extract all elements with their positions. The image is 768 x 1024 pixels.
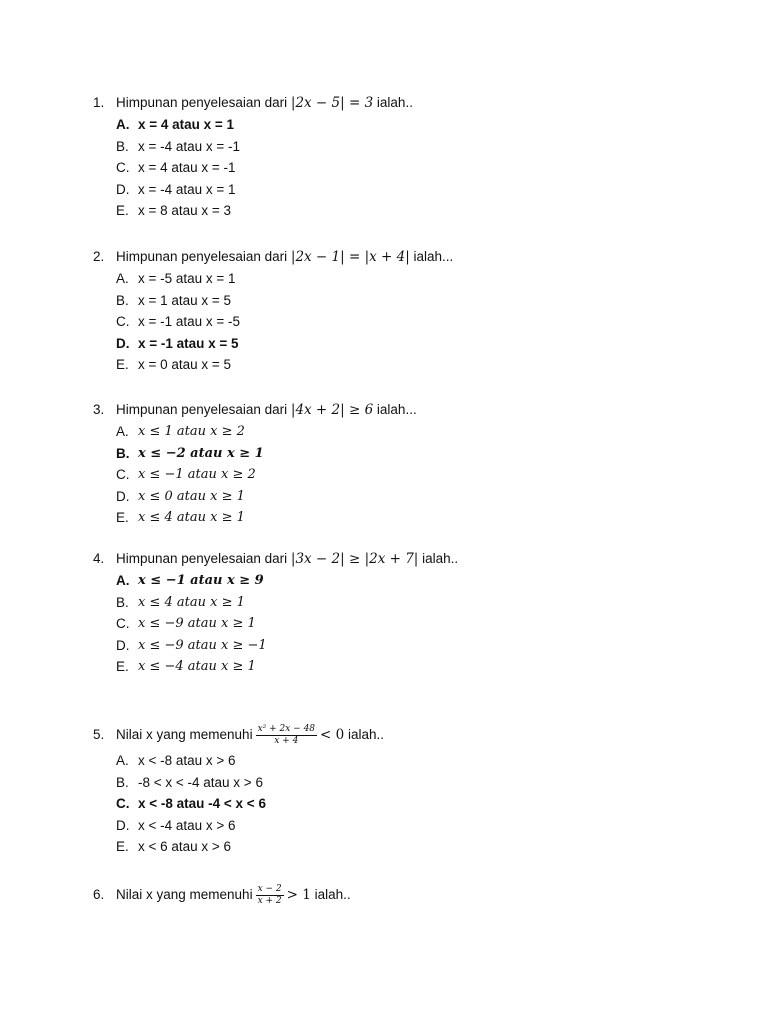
question-text xyxy=(116,92,413,114)
option-text: x = -1 atau x = 5 xyxy=(138,335,239,351)
question-number: 3. xyxy=(93,402,105,417)
option-d[interactable] xyxy=(93,179,713,201)
question-math: |3x − 2| ≥ |2x + 7| xyxy=(290,551,419,567)
option-text: x = 0 atau x = 5 xyxy=(138,357,232,372)
option-letter: B. xyxy=(116,138,129,154)
question-text xyxy=(116,880,351,910)
option-d[interactable] xyxy=(93,815,713,837)
option-b[interactable] xyxy=(93,290,713,312)
option-c[interactable] xyxy=(93,613,713,635)
answer-options xyxy=(93,750,713,858)
option-letter: A. xyxy=(116,753,129,768)
question-1 xyxy=(93,92,713,222)
option-text: x ≤ 4 atau x ≥ 1 xyxy=(138,594,245,610)
option-letter: D. xyxy=(116,181,130,197)
question-6-stem xyxy=(93,880,713,910)
option-letter: B. xyxy=(116,445,130,461)
question-suffix: ialah.. xyxy=(314,887,351,902)
answer-options xyxy=(93,114,713,222)
question-math: |4x + 2| ≥ 6 xyxy=(290,402,374,418)
question-number: 6. xyxy=(93,887,105,902)
question-prefix: Himpunan penyelesaian dari xyxy=(116,551,288,566)
option-e[interactable] xyxy=(93,200,713,222)
option-text: x ≤ −9 atau x ≥ 1 xyxy=(138,616,256,631)
option-c[interactable] xyxy=(93,464,713,486)
option-letter: E. xyxy=(116,839,129,854)
question-2-stem xyxy=(93,246,713,268)
option-letter: C. xyxy=(116,160,130,175)
question-math: |2x − 5| = 3 xyxy=(290,95,374,111)
question-math: < 0 xyxy=(320,727,345,743)
option-letter: E. xyxy=(116,510,129,525)
option-letter: C. xyxy=(116,796,130,811)
question-prefix: Himpunan penyelesaian dari xyxy=(116,402,288,417)
question-4 xyxy=(93,548,713,678)
option-text: x = 8 atau x = 3 xyxy=(138,203,232,218)
option-letter: A. xyxy=(116,271,129,286)
question-math: |2x − 1| = |x + 4| xyxy=(290,249,410,265)
option-b[interactable] xyxy=(93,772,713,794)
question-2 xyxy=(93,246,713,376)
question-prefix: Nilai x yang memenuhi xyxy=(116,727,253,742)
question-5-stem xyxy=(93,720,713,750)
question-suffix: ialah.. xyxy=(422,551,459,566)
option-letter: D. xyxy=(116,817,130,833)
option-letter: C. xyxy=(116,616,130,631)
question-text xyxy=(116,720,384,750)
question-4-stem xyxy=(93,548,713,570)
question-3 xyxy=(93,399,713,529)
option-a[interactable] xyxy=(93,750,713,772)
option-letter: D. xyxy=(116,488,130,504)
option-text: x < -4 atau x > 6 xyxy=(138,817,236,833)
option-letter: E. xyxy=(116,659,129,674)
question-3-stem xyxy=(93,399,713,421)
question-5 xyxy=(93,720,713,858)
option-letter: E. xyxy=(116,203,129,218)
option-text: x ≤ −1 atau x ≥ 9 xyxy=(138,573,264,588)
option-c[interactable] xyxy=(93,311,713,333)
option-d[interactable] xyxy=(93,333,713,355)
option-text: x < 6 atau x > 6 xyxy=(138,839,232,854)
option-text: x = 1 atau x = 5 xyxy=(138,292,232,308)
option-text: -8 < x < -4 atau x > 6 xyxy=(138,774,263,790)
option-text: x < -8 atau -4 < x < 6 xyxy=(138,796,266,811)
fraction xyxy=(256,884,284,907)
option-letter: B. xyxy=(116,292,129,308)
option-letter: C. xyxy=(116,314,130,329)
question-prefix: Himpunan penyelesaian dari xyxy=(116,95,288,110)
question-suffix: ialah... xyxy=(376,402,417,417)
option-letter: A. xyxy=(116,117,130,132)
option-text: x = 4 atau x = -1 xyxy=(138,160,236,175)
option-e[interactable] xyxy=(93,507,713,529)
fraction-denominator: x + 4 xyxy=(274,735,299,746)
option-b[interactable] xyxy=(93,443,713,465)
option-text: x = -4 atau x = 1 xyxy=(138,181,236,197)
option-text: x = -4 atau x = -1 xyxy=(138,138,241,154)
fraction-numerator: x − 2 xyxy=(257,883,282,894)
option-letter: D. xyxy=(116,637,130,653)
question-1-stem xyxy=(93,92,713,114)
question-number: 4. xyxy=(93,551,105,566)
question-text xyxy=(116,399,417,421)
question-text xyxy=(116,246,453,268)
fraction xyxy=(256,724,317,747)
option-letter: E. xyxy=(116,357,129,372)
option-letter: A. xyxy=(116,424,129,439)
question-suffix: ialah... xyxy=(413,249,454,264)
question-text xyxy=(116,548,458,570)
option-a[interactable] xyxy=(93,268,713,290)
option-c[interactable] xyxy=(93,793,713,815)
option-e[interactable] xyxy=(93,836,713,858)
option-text: x = -1 atau x = -5 xyxy=(138,314,241,329)
question-number: 5. xyxy=(93,727,105,742)
question-6 xyxy=(93,880,713,910)
option-text: x ≤ −2 atau x ≥ 1 xyxy=(138,445,264,461)
option-text: x = 4 atau x = 1 xyxy=(138,117,235,132)
option-a[interactable] xyxy=(93,570,713,592)
option-text: x ≤ −9 atau x ≥ −1 xyxy=(138,637,267,653)
option-a[interactable] xyxy=(93,421,713,443)
fraction-numerator: x² + 2x − 48 xyxy=(257,723,316,734)
question-number: 1. xyxy=(93,95,105,110)
option-text: x ≤ 0 atau x ≥ 1 xyxy=(138,488,245,504)
option-text: x ≤ −1 atau x ≥ 2 xyxy=(138,467,256,482)
question-math: > 1 xyxy=(286,887,311,903)
option-letter: D. xyxy=(116,335,130,351)
option-text: x = -5 atau x = 1 xyxy=(138,271,236,286)
fraction-denominator: x + 2 xyxy=(257,895,282,906)
option-text: x ≤ −4 atau x ≥ 1 xyxy=(138,659,256,674)
option-e[interactable] xyxy=(93,656,713,678)
question-suffix: ialah.. xyxy=(376,95,413,110)
option-letter: C. xyxy=(116,467,130,482)
answer-options xyxy=(93,421,713,529)
option-e[interactable] xyxy=(93,354,713,376)
option-text: x < -8 atau x > 6 xyxy=(138,753,236,768)
answer-options xyxy=(93,268,713,376)
option-b[interactable] xyxy=(93,592,713,614)
option-text: x ≤ 1 atau x ≥ 2 xyxy=(138,424,245,439)
option-letter: B. xyxy=(116,594,129,610)
answer-options xyxy=(93,570,713,678)
option-b[interactable] xyxy=(93,136,713,158)
question-number: 2. xyxy=(93,249,105,264)
option-a[interactable] xyxy=(93,114,713,136)
option-d[interactable] xyxy=(93,486,713,508)
option-d[interactable] xyxy=(93,635,713,657)
question-prefix: Himpunan penyelesaian dari xyxy=(116,249,288,264)
option-c[interactable] xyxy=(93,157,713,179)
question-prefix: Nilai x yang memenuhi xyxy=(116,887,253,902)
option-letter: B. xyxy=(116,774,129,790)
question-suffix: ialah.. xyxy=(348,727,385,742)
option-letter: A. xyxy=(116,573,130,588)
option-text: x ≤ 4 atau x ≥ 1 xyxy=(138,510,245,525)
